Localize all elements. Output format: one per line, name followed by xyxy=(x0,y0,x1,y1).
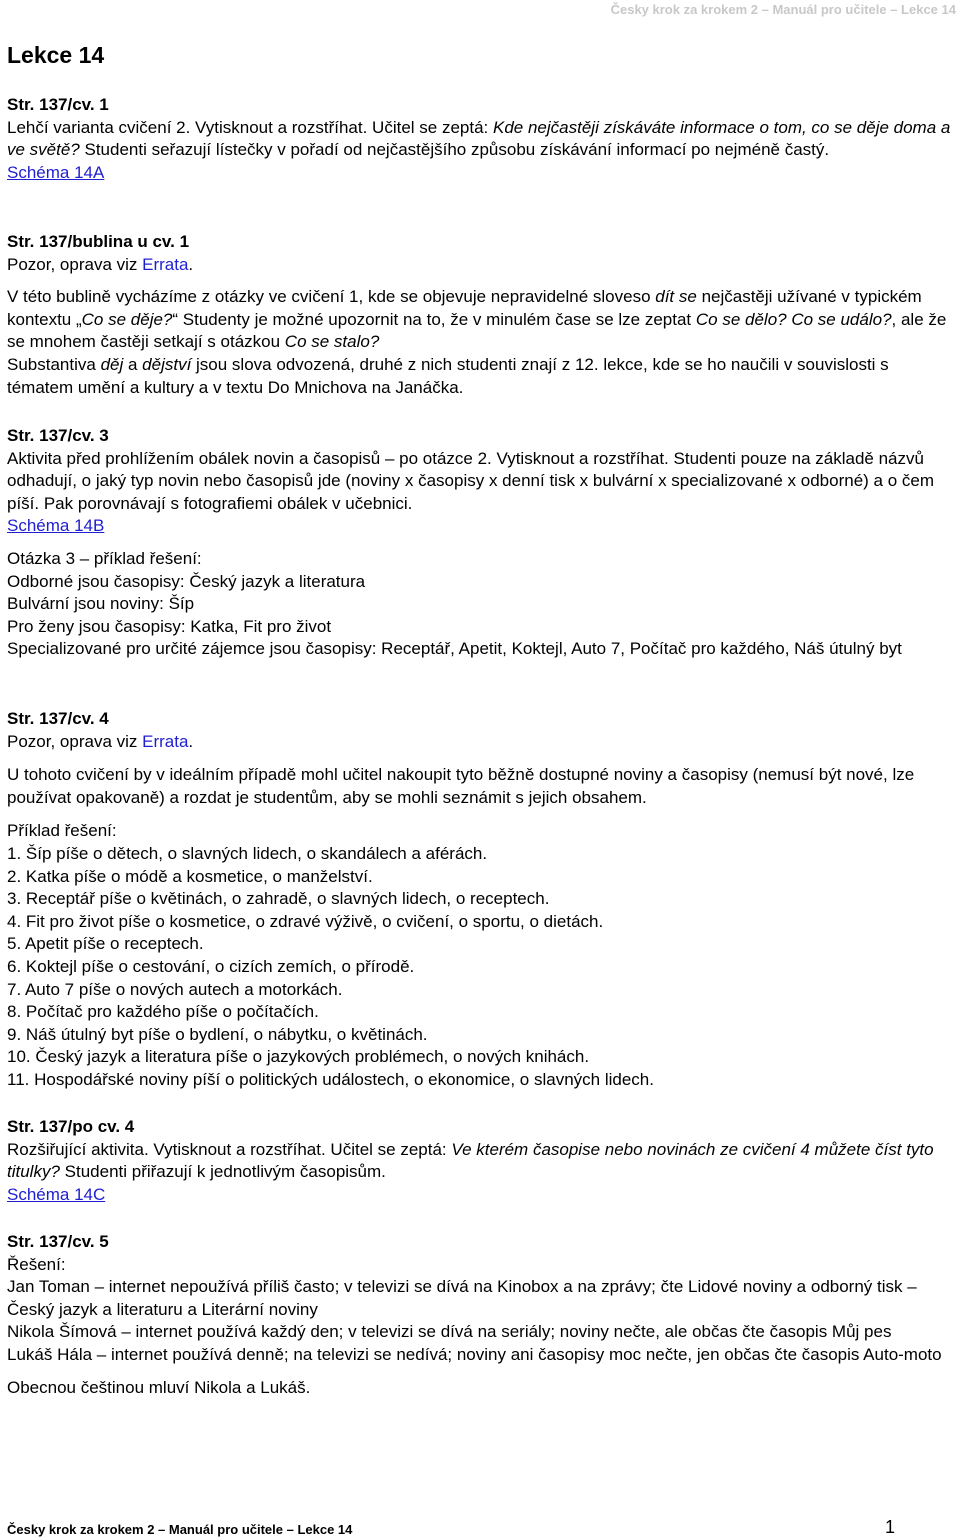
text-run: a xyxy=(123,354,143,374)
section-text xyxy=(7,354,955,399)
list-item: 1. Šíp píše o dětech, o slavných lidech, o skandálech a aférách. xyxy=(7,843,488,863)
text-run: Substantiva xyxy=(7,354,101,374)
solution-line: Odborné jsou časopisy: Český jazyk a literatura xyxy=(7,571,366,591)
text-run: . xyxy=(188,254,194,274)
correction-note xyxy=(7,254,955,277)
list-item: 11. Hospodářské noviny píší o politických událostech, o ekonomice, o slavných lidech. xyxy=(7,1069,654,1089)
text-run: nejčastěji užívané v typickém kontextu „ xyxy=(7,287,922,329)
list-item: 5. Apetit píše o receptech. xyxy=(7,934,204,954)
text-run: . xyxy=(188,731,194,751)
section-ex5 xyxy=(7,1231,955,1399)
section-text xyxy=(7,117,955,162)
text-run: V této bublině vycházíme z otázky ve cvičení 1, kde se objevuje nepravidelné sloveso xyxy=(7,287,656,307)
solution-line: Jan Toman – internet nepoužívá příliš často; v televizi se dívá na Kinobox a na zprávy; čte Lidové noviny a odborný tisk – Český jazyk a literaturu a Literární noviny xyxy=(7,1277,917,1319)
text-run: Pozor, oprava viz xyxy=(7,254,143,274)
text-run: jsou slova odvozená, druhé z nich studenti znají z 12. lekce, kde se ho naučili v souvislosti s tématem umění a kultury a v textu Do Mnichova na Janáčka. xyxy=(7,354,889,397)
solution-line: Specializované pro určité zájemce jsou časopisy: Receptář, Apetit, Koktejl, Auto 7, Počítač pro každého, Náš útulný byt xyxy=(7,639,902,659)
list-item: 3. Receptář píše o květinách, o zahradě, o slavných lidech, o receptech. xyxy=(7,889,550,909)
text-run: Rozšiřující aktivita. Vytisknout a rozstříhat. Učitel se zeptá: xyxy=(7,1139,452,1159)
solution-line: Bulvární jsou noviny: Šíp xyxy=(7,594,195,614)
teacher-question: Kde nejčastěji získáváte informace o tom, co se děje doma a ve světě? xyxy=(7,117,951,160)
section-bubble xyxy=(7,231,955,399)
solution-line: Otázka 3 – příklad řešení: xyxy=(7,548,202,568)
errata-link[interactable]: Errata xyxy=(142,254,189,274)
list-item: 9. Náš útulný byt píše o bydlení, o nábytku, o květinách. xyxy=(7,1024,428,1044)
section-ex4 xyxy=(7,708,955,1092)
text-run: Studenti seřazují lístečky v pořadí od nejčastějšího způsobu získávání informací po nejméně častý. xyxy=(79,140,830,160)
footer-text: Česky krok za krokem 2 – Manuál pro učitele – Lekce 14 xyxy=(7,1522,353,1537)
section-heading: Str. 137/po cv. 4 xyxy=(7,1117,135,1136)
solution-line: Nikola Šímová – internet používá každý den; v televizi se dívá na seriály; noviny nečte, ale občas čte časopis Můj pes xyxy=(7,1322,892,1342)
page-number: 1 xyxy=(884,1517,895,1537)
list-item: 10. Český jazyk a literatura píše o jazykových problémech, o nových knihách. xyxy=(7,1047,590,1067)
text-run: , ale že se mnohem častěji setkají s otázkou xyxy=(7,309,947,352)
list-item: 7. Auto 7 píše o nových autech a motorkách. xyxy=(7,979,343,999)
list-item: 2. Katka píše o módě a kosmetice, o manželství. xyxy=(7,866,373,886)
section-text: Aktivita před prohlížením obálek novin a časopisů – po otázce 2. Vytisknout a rozstříhat. Studenti pouze na základě názvů odhadují, o jaký typ novin nebo časopisů jde (noviny x časopisy x denní tisk x bulvární x specializované x odborné) a o čem píší. Pak porovnávají s fotografiemi obálek v učebnici. xyxy=(7,448,935,513)
text-run: Co se dělo? Co se událo? xyxy=(695,309,892,329)
text-run: Co se děje? xyxy=(81,309,173,329)
text-run: Studenti přiřazují k jednotlivým časopisům. xyxy=(59,1162,386,1182)
schema-14b-link[interactable]: Schéma 14B xyxy=(7,516,105,536)
running-header: Česky krok za krokem 2 – Manuál pro učitele – Lekce 14 xyxy=(610,2,956,17)
solution-line: Lukáš Hála – internet používá denně; na televizi se nedívá; noviny ani časopisy moc nečte, jen občas čte časopis Auto-moto xyxy=(7,1344,942,1364)
correction-note xyxy=(7,731,955,754)
section-heading: Str. 137/cv. 5 xyxy=(7,1232,109,1251)
section-heading: Str. 137/bublina u cv. 1 xyxy=(7,232,190,251)
errata-link[interactable]: Errata xyxy=(142,731,189,751)
section-text xyxy=(7,286,955,354)
schema-14c-link[interactable]: Schéma 14C xyxy=(7,1184,106,1204)
solution-label: Příklad řešení: xyxy=(7,821,117,841)
section-heading: Str. 137/cv. 1 xyxy=(7,95,109,114)
text-run: děj xyxy=(100,354,124,374)
solution-label: Řešení: xyxy=(7,1254,66,1274)
section-heading: Str. 137/cv. 3 xyxy=(7,426,109,445)
text-run: Co se stalo? xyxy=(284,332,380,352)
list-item: 4. Fit pro život píše o kosmetice, o zdravé výživě, o cvičení, o sportu, o dietách. xyxy=(7,911,604,931)
text-run: dějství xyxy=(142,354,192,374)
section-ex3 xyxy=(7,425,955,661)
lesson-title: Lekce 14 xyxy=(7,42,105,68)
list-item: 6. Koktejl píše o cestování, o cizích zemích, o přírodě. xyxy=(7,956,415,976)
closing-note: Obecnou češtinou mluví Nikola a Lukáš. xyxy=(7,1377,311,1397)
list-item: 8. Počítač pro každého píše o počítačích. xyxy=(7,1002,319,1022)
text-run: “ Studenty je možné upozornit na to, že v minulém čase se lze zeptat xyxy=(172,309,696,329)
schema-14a-link[interactable]: Schéma 14A xyxy=(7,162,105,182)
text-run: dít se xyxy=(655,287,697,307)
text-run: Pozor, oprava viz xyxy=(7,731,143,751)
section-text: U tohoto cvičení by v ideálním případě mohl učitel nakoupit tyto běžně dostupné noviny a časopisy (nemusí být nové, lze používat opakovaně) a rozdat je studentům, aby se mohli seznámit s jejich obsahem. xyxy=(7,765,915,807)
solution-line: Pro ženy jsou časopisy: Katka, Fit pro život xyxy=(7,616,332,636)
section-heading: Str. 137/cv. 4 xyxy=(7,709,109,728)
section-after-ex4 xyxy=(7,1116,955,1206)
section-text xyxy=(7,1139,955,1184)
teacher-question: Ve kterém časopise nebo novinách ze cvičení 4 můžete číst tyto titulky? xyxy=(7,1139,934,1182)
section-ex1 xyxy=(7,94,955,184)
text-run: Lehčí varianta cvičení 2. Vytisknout a rozstříhat. Učitel se zeptá: xyxy=(7,117,493,137)
